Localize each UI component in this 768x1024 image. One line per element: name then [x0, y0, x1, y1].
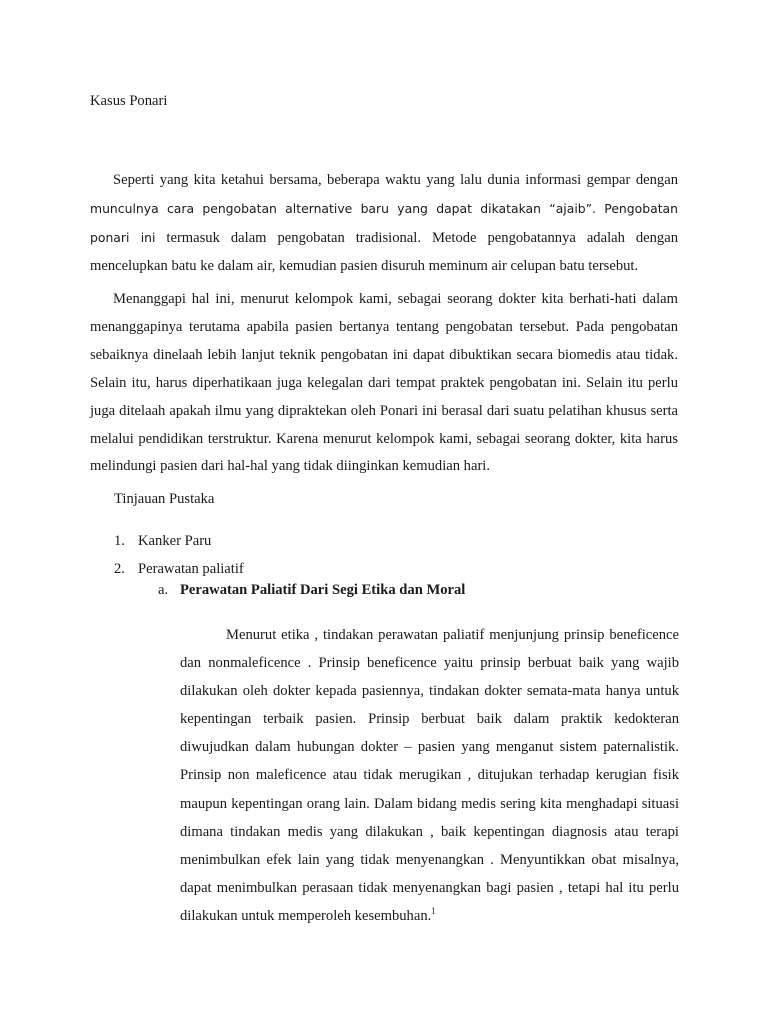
footnote-marker[interactable]: 1: [431, 905, 436, 916]
list-item-label: Kanker Paru: [138, 533, 212, 549]
intro-paragraph: [90, 167, 678, 281]
document-title: Kasus Ponari: [90, 93, 168, 109]
response-paragraph: Menanggapi hal ini, menurut kelompok kami, sebagai seorang dokter kita berhati-hati dalam menanggapinya terutama apabila pasien bertanya tentang pengobatan tersebut. Pada pengobatan sebaiknya dinelaah lebih lanjut teknik pengobatan ini dapat dibuktikan secara biomedis atau tidak. Selain itu, harus diperhatikaan juga kelegalan dari tempat praktek pengobatan ini. Selain itu perlu juga ditelaah apakah ilmu yang dipraktekan oleh Ponari ini berasal dari suatu pelatihan khusus serta melalui pendidikan terstruktur. Karena menurut kelompok kami, sebagai seorang dokter, kita harus melindungi pasien dari hal-hal yang tidak diinginkan kemudian hari.: [90, 291, 678, 475]
intro-paragraph-text-2: munculnya cara pengobatan alternative baru yang dapat dikatakan “ajaib”. Pengobatan ponari ini: [90, 200, 678, 245]
topic-list: [114, 528, 244, 583]
intro-paragraph-text-1: Seperti yang kita ketahui bersama, beberapa waktu yang lalu dunia informasi gempar dengan: [113, 172, 678, 188]
subsection-letter: a.: [158, 582, 169, 598]
list-item-label: Perawatan paliatif: [138, 560, 244, 577]
subsection-heading: [158, 582, 465, 599]
list-item-number: 1.: [114, 533, 125, 549]
intro-paragraph-text-3: termasuk dalam pengobatan tradisional. Metode pengobatannya adalah dengan mencelupkan batu ke dalam air, kemudian pasien disuruh meminum air celupan batu tersebut.: [90, 229, 679, 274]
list-item: [114, 528, 244, 556]
list-item-number: 2.: [114, 560, 125, 577]
section-heading: Tinjauan Pustaka: [114, 491, 215, 507]
list-item: [114, 556, 244, 584]
ethics-paragraph: [180, 621, 679, 930]
subsection-title: Perawatan Paliatif Dari Segi Etika dan Moral: [180, 582, 466, 598]
ethics-paragraph-text: Menurut etika , tindakan perawatan paliatif menjunjung prinsip beneficence dan nonmaleficence . Prinsip beneficence yaitu prinsip berbuat baik yang wajib dilakukan oleh dokter kepada pasiennya, tindakan dokter semata-mata hanya untuk kepentingan terbaik pasien. Prinsip berbuat baik dalam praktik kedokteran diwujudkan dalam hubungan dokter – pasien yang menganut sistem paternalistik. Prinsip non maleficence atau tidak merugikan , ditujukan terhadap kerugian fisik maupun kepentingan orang lain. Dalam bidang medis sering kita menghadapi situasi dimana tindakan medis yang dilakukan , baik kepentingan diagnosis atau terapi menimbulkan efek lain yang tidak menyenangkan . Menyuntikkan obat misalnya, dapat menimbulkan perasaan tidak menyenangkan bagi pasien , tetapi hal itu perlu dilakukan untuk memperoleh kesembuhan.: [180, 627, 679, 924]
